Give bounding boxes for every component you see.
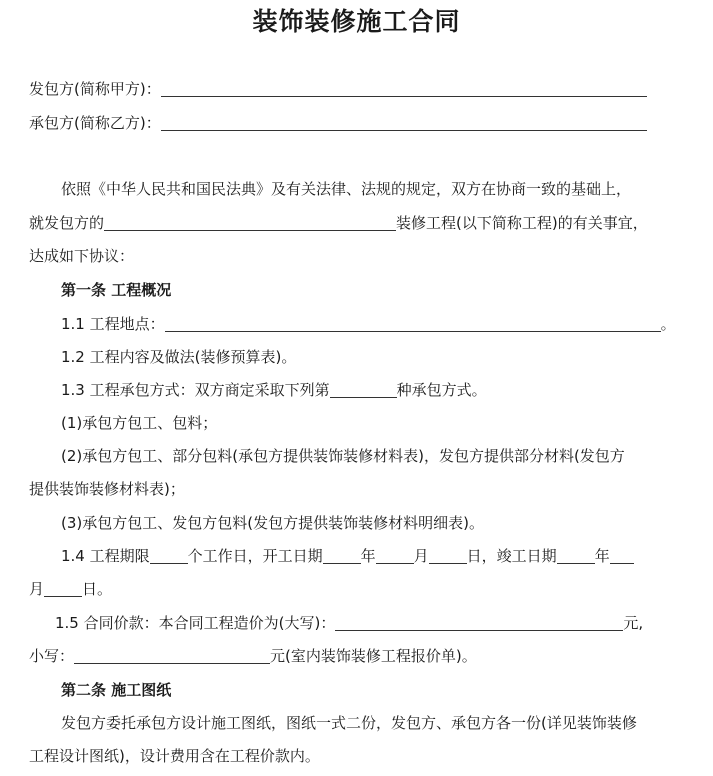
start-day-text: 日，竣工日期 bbox=[466, 547, 557, 565]
item-1-1 bbox=[61, 313, 676, 335]
intro-line-2 bbox=[29, 212, 648, 234]
item-1-2: 1.2 工程内容及做法(装修预算表)。 bbox=[61, 348, 297, 366]
intro-project-prefix: 就发包方的 bbox=[29, 214, 105, 232]
option-3: (3)承包方包工、发包方包料(发包方提供装饰装修材料明细表)。 bbox=[61, 514, 484, 532]
article-2-heading: 第二条 施工图纸 bbox=[61, 681, 172, 699]
end-year-blank[interactable] bbox=[557, 547, 595, 564]
option-2-line-2: 提供装饰装修材料表)； bbox=[29, 480, 185, 498]
price-small-suffix: 元(室内装饰装修工程报价单)。 bbox=[270, 647, 477, 665]
item-1-3 bbox=[61, 379, 487, 401]
intro-line-3: 达成如下协议： bbox=[29, 247, 135, 265]
intro-line-1: 依照《中华人民共和国民法典》及有关法律、法规的规定，双方在协商一致的基础上， bbox=[61, 180, 632, 198]
party-b-blank[interactable] bbox=[161, 114, 647, 131]
end-month-text: 月 bbox=[29, 580, 45, 598]
price-lowercase-blank[interactable] bbox=[74, 647, 270, 664]
party-a-label: 发包方(简称甲方)： bbox=[29, 80, 161, 98]
party-a-blank[interactable] bbox=[161, 80, 647, 97]
item-1-5-label: 1.5 合同价款：本合同工程造价为(大写)： bbox=[55, 614, 336, 632]
price-uppercase-blank[interactable] bbox=[335, 614, 623, 631]
article-2-line-1: 发包方委托承包方设计施工图纸，图纸一式二份，发包方、承包方各一份(详见装饰装修 bbox=[61, 714, 637, 732]
option-1: (1)承包方包工、包料； bbox=[61, 414, 218, 432]
end-day-text: 日。 bbox=[82, 580, 113, 598]
contract-mode-blank[interactable] bbox=[330, 381, 397, 398]
end-day-blank[interactable] bbox=[44, 580, 82, 597]
item-1-3-suffix: 种承包方式。 bbox=[396, 381, 487, 399]
intro-project-suffix: 装修工程(以下简称工程)的有关事宜， bbox=[396, 214, 648, 232]
end-month-blank-start[interactable] bbox=[610, 547, 634, 564]
item-1-5-line-2 bbox=[29, 645, 477, 667]
item-1-1-end: 。 bbox=[660, 315, 676, 333]
party-a-row bbox=[29, 78, 647, 100]
article-2-line-2: 工程设计图纸)，设计费用含在工程价款内。 bbox=[29, 747, 320, 765]
workdays-blank[interactable] bbox=[150, 547, 188, 564]
item-1-4-line-2 bbox=[29, 578, 112, 600]
item-1-4-label: 1.4 工程期限 bbox=[61, 547, 150, 565]
start-year-text: 年 bbox=[360, 547, 376, 565]
end-year-text: 年 bbox=[594, 547, 610, 565]
price-yuan-text: 元, bbox=[623, 614, 644, 632]
start-month-text: 月 bbox=[413, 547, 429, 565]
party-b-label: 承包方(简称乙方)： bbox=[29, 114, 161, 132]
item-1-5-line-1 bbox=[55, 612, 643, 634]
party-b-row bbox=[29, 112, 647, 134]
article-1-heading: 第一条 工程概况 bbox=[61, 281, 172, 299]
project-name-blank[interactable] bbox=[104, 214, 396, 231]
workdays-text: 个工作日，开工日期 bbox=[187, 547, 323, 565]
start-year-blank[interactable] bbox=[323, 547, 361, 564]
option-2-line-1: (2)承包方包工、部分包料(承包方提供装饰装修材料表)，发包方提供部分材料(发包方 bbox=[61, 447, 625, 465]
document-title: 装饰装修施工合同 bbox=[252, 7, 461, 36]
item-1-3-label: 1.3 工程承包方式：双方商定采取下列第 bbox=[61, 381, 330, 399]
item-1-4-line-1 bbox=[61, 545, 634, 567]
start-day-blank[interactable] bbox=[429, 547, 467, 564]
price-small-label: 小写： bbox=[29, 647, 75, 665]
start-month-blank[interactable] bbox=[376, 547, 414, 564]
project-location-blank[interactable] bbox=[165, 315, 661, 332]
item-1-1-label: 1.1 工程地点： bbox=[61, 315, 165, 333]
